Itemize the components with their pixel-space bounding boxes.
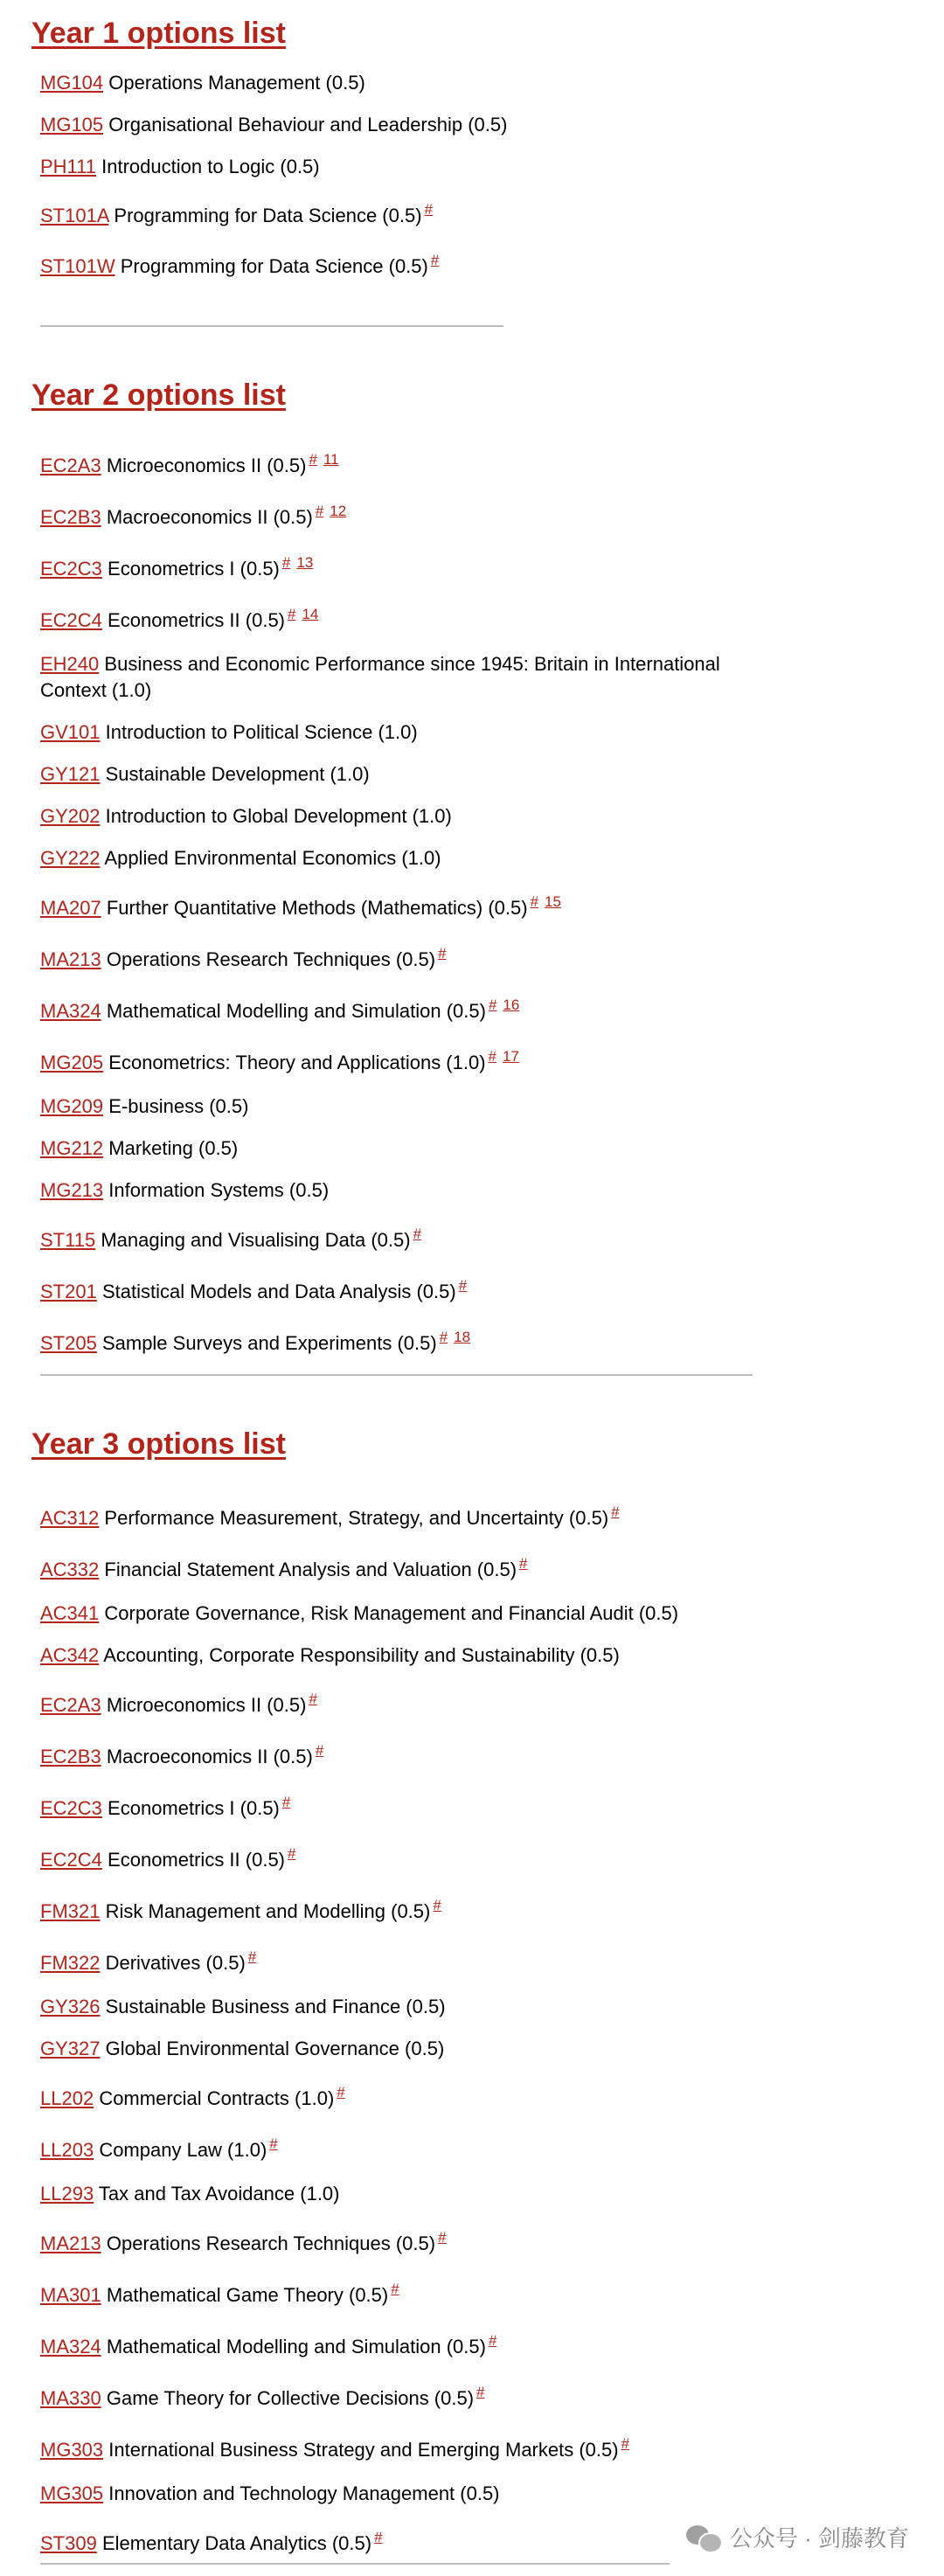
footnote-link[interactable]: 11 (323, 451, 339, 468)
footnote-link[interactable]: # (391, 2281, 399, 2297)
course-item (40, 1094, 757, 1120)
course-title: Marketing (0.5) (108, 1137, 239, 1159)
watermark-text: 公众号 · 剑藤教育 (729, 2525, 909, 2552)
footnote-link[interactable]: 12 (330, 503, 347, 519)
course-list (31, 70, 507, 281)
course-code-link[interactable]: EC2C4 (40, 1849, 102, 1871)
course-item (40, 1505, 678, 1533)
course-item (40, 1950, 678, 1978)
course-code-link[interactable]: ST201 (40, 1281, 97, 1302)
footnote-link[interactable]: 16 (503, 996, 520, 1013)
course-item (40, 504, 757, 532)
section-heading[interactable]: Year 2 options list (31, 378, 286, 412)
watermark (686, 2521, 909, 2553)
course-title: Information Systems (0.5) (108, 1179, 330, 1201)
course-code-link[interactable]: MA301 (40, 2284, 101, 2306)
course-code-link[interactable]: MG305 (40, 2482, 104, 2504)
course-item (40, 1744, 678, 1772)
course-code-link[interactable]: MG209 (40, 1095, 104, 1117)
course-title: Sustainable Business and Finance (0.5) (105, 1996, 446, 2017)
footnote-link[interactable]: # (309, 451, 317, 468)
course-item (40, 154, 507, 180)
course-code-link[interactable]: FM322 (40, 1952, 101, 1974)
footnote-link[interactable]: # (281, 554, 291, 571)
footnote-link[interactable]: # (269, 2135, 278, 2152)
footnote-link[interactable]: # (315, 503, 324, 519)
course-item (40, 608, 757, 635)
course-title: Introduction to Political Science (1.0) (105, 721, 418, 743)
footnote-link[interactable]: 17 (503, 1048, 519, 1065)
footnote-link[interactable]: # (374, 2529, 383, 2545)
course-item (40, 2181, 678, 2207)
course-code-link[interactable]: ST101A (40, 205, 109, 226)
course-item (40, 1847, 678, 1875)
footnote-link[interactable]: # (424, 201, 434, 218)
course-title: Derivatives (0.5) (105, 1952, 246, 1974)
course-item (40, 1557, 678, 1585)
course-title: Programming for Data Science (0.5) (120, 255, 428, 277)
footnote-link[interactable]: # (281, 1794, 291, 1810)
course-item (40, 1177, 757, 1204)
course-item (40, 203, 507, 231)
course-code-link[interactable]: LL203 (40, 2139, 94, 2161)
course-title: Commercial Contracts (1.0) (99, 2087, 335, 2109)
course-title: Company Law (1.0) (99, 2139, 267, 2161)
course-title: Innovation and Technology Management (0.5) (108, 2482, 500, 2504)
course-item (40, 2282, 678, 2310)
course-code-link[interactable]: EC2B3 (40, 506, 101, 528)
course-title: Mathematical Modelling and Simulation (0.5) (106, 2336, 486, 2357)
course-list (31, 453, 757, 1358)
course-item (40, 2334, 678, 2362)
footnote-link[interactable]: # (488, 2332, 497, 2349)
footnote-link[interactable]: 13 (296, 554, 314, 571)
course-code-link[interactable]: ST115 (40, 1229, 96, 1251)
course-title: International Business Strategy and Emerging Markets (0.5) (108, 2439, 619, 2461)
footnote-link[interactable]: # (621, 2435, 630, 2452)
section-divider (40, 325, 503, 327)
course-title: Macroeconomics II (0.5) (106, 506, 313, 528)
course-title: Programming for Data Science (0.5) (114, 205, 422, 226)
course-code-link[interactable]: EC2A3 (40, 455, 101, 476)
course-code-link[interactable]: LL202 (40, 2087, 94, 2109)
course-title: Financial Statement Analysis and Valuation (0.5) (104, 1559, 517, 1580)
footnote-link[interactable]: # (247, 1948, 257, 1965)
footnote-link[interactable]: # (458, 1277, 468, 1294)
course-code-link[interactable]: AC332 (40, 1559, 100, 1580)
course-code-link[interactable]: EC2C3 (40, 1797, 102, 1819)
course-title: Sample Surveys and Experiments (0.5) (101, 1332, 437, 1354)
course-item (40, 2437, 678, 2465)
course-item (40, 1050, 757, 1078)
footnote-link[interactable]: # (309, 1691, 317, 1707)
course-code-link[interactable]: LL293 (40, 2183, 94, 2205)
course-code-link[interactable]: MG105 (40, 114, 104, 135)
course-code-link[interactable]: MG104 (40, 72, 104, 94)
course-item (40, 947, 757, 975)
footnote-link[interactable]: 15 (545, 893, 561, 910)
course-code-link[interactable]: EC2C3 (40, 558, 102, 580)
course-code-link[interactable]: EC2A3 (40, 1694, 101, 1716)
course-list (31, 1505, 678, 2559)
course-title: Organisational Behaviour and Leadership (0.5) (108, 114, 508, 135)
course-title: Macroeconomics II (0.5) (106, 1746, 313, 1767)
wechat-icon (686, 2524, 721, 2552)
footnote-link[interactable]: # (315, 1742, 324, 1759)
course-title: Econometrics I (0.5) (108, 558, 280, 580)
course-code-link[interactable]: GV101 (40, 721, 101, 743)
course-code-link[interactable]: AC342 (40, 1644, 100, 1666)
course-item (40, 253, 507, 281)
footnote-link[interactable]: # (438, 2229, 447, 2246)
course-code-link[interactable]: ST205 (40, 1332, 97, 1354)
course-code-link[interactable]: GY222 (40, 847, 101, 869)
course-title: Corporate Governance, Risk Management and Financial Audit (0.5) (104, 1602, 679, 1624)
footnote-link[interactable]: # (488, 996, 497, 1013)
section-divider (40, 2563, 670, 2565)
course-item (40, 2231, 678, 2259)
course-title: Microeconomics II (0.5) (106, 455, 307, 476)
course-code-link[interactable]: GY327 (40, 2038, 101, 2059)
footnote-link[interactable]: # (476, 2384, 485, 2400)
course-item (40, 998, 757, 1026)
course-item (40, 1994, 678, 2020)
footnote-link[interactable]: # (433, 1897, 441, 1913)
course-code-link[interactable]: MA207 (40, 897, 101, 919)
footnote-link[interactable]: # (438, 945, 447, 962)
section-year-3 (31, 1427, 678, 2559)
course-title: Business and Economic Performance since 1945: Britain in International Context (1.0) (40, 653, 720, 701)
course-item (40, 895, 757, 923)
course-title: Econometrics I (0.5) (108, 1797, 280, 1819)
course-code-link[interactable]: AC312 (40, 1507, 100, 1529)
course-item (40, 719, 757, 746)
course-title: Further Quantitative Methods (Mathematics) (0.5) (106, 897, 528, 919)
course-code-link[interactable]: EH240 (40, 653, 100, 675)
course-code-link[interactable]: MA324 (40, 1000, 101, 1022)
course-item (40, 2481, 678, 2507)
course-code-link[interactable]: GY202 (40, 805, 101, 827)
course-item (40, 2036, 678, 2062)
course-title: Microeconomics II (0.5) (106, 1694, 307, 1716)
course-item (40, 651, 757, 704)
course-code-link[interactable]: EC2C4 (40, 609, 102, 631)
course-code-link[interactable]: MG205 (40, 1052, 104, 1073)
course-code-link[interactable]: MG303 (40, 2439, 104, 2461)
course-code-link[interactable]: GY121 (40, 763, 101, 785)
course-title: Risk Management and Modelling (0.5) (105, 1900, 431, 1922)
course-code-link[interactable]: ST101W (40, 255, 115, 277)
footnote-link[interactable]: # (337, 2084, 345, 2100)
footnote-link[interactable]: # (430, 252, 440, 268)
course-code-link[interactable]: MA213 (40, 948, 101, 970)
course-item (40, 112, 507, 138)
section-heading[interactable]: Year 3 options list (31, 1427, 286, 1461)
course-item (40, 803, 757, 830)
course-title: Sustainable Development (1.0) (105, 763, 370, 785)
footnote-link[interactable]: # (413, 1226, 422, 1242)
footnote-link[interactable]: # (519, 1555, 528, 1572)
course-item (40, 845, 757, 871)
course-item (40, 1227, 757, 1255)
course-title: Tax and Tax Avoidance (1.0) (98, 2183, 340, 2205)
course-item (40, 2531, 678, 2559)
course-item (40, 1692, 678, 1720)
course-title: Game Theory for Collective Decisions (0.5) (106, 2387, 475, 2409)
footnote-link[interactable]: # (488, 1048, 497, 1065)
course-code-link[interactable]: AC341 (40, 1602, 100, 1624)
course-item (40, 1600, 678, 1627)
course-code-link[interactable]: FM321 (40, 1900, 101, 1922)
course-code-link[interactable]: MA330 (40, 2387, 101, 2409)
course-code-link[interactable]: MG213 (40, 1179, 104, 1201)
course-title: Global Environmental Governance (0.5) (105, 2038, 445, 2059)
course-item (40, 2137, 678, 2165)
course-title: Operations Research Techniques (0.5) (106, 948, 436, 970)
course-title: Statistical Models and Data Analysis (0.5) (101, 1281, 456, 1302)
footnote-link[interactable]: # (288, 606, 296, 622)
course-code-link[interactable]: MG212 (40, 1137, 104, 1159)
course-title: Accounting, Corporate Responsibility and Sustainability (0.5) (103, 1644, 620, 1666)
course-title: Introduction to Logic (0.5) (101, 156, 320, 177)
course-code-link[interactable]: MA324 (40, 2336, 101, 2357)
course-title: Mathematical Game Theory (0.5) (106, 2284, 389, 2306)
course-title: Managing and Visualising Data (0.5) (101, 1229, 411, 1251)
section-divider (40, 1374, 753, 1376)
course-item (40, 761, 757, 788)
course-item (40, 2086, 678, 2114)
course-code-link[interactable]: ST309 (40, 2532, 97, 2554)
course-title: Performance Measurement, Strategy, and Uncertainty (0.5) (104, 1507, 609, 1529)
course-item (40, 556, 757, 584)
course-title: Econometrics: Theory and Applications (1.0) (108, 1052, 486, 1073)
course-title: Operations Management (0.5) (108, 72, 365, 94)
course-title: Econometrics II (0.5) (108, 609, 285, 631)
course-code-link[interactable]: PH111 (40, 156, 97, 177)
course-item (40, 2385, 678, 2413)
footnote-link[interactable]: 14 (302, 606, 319, 622)
footnote-link[interactable]: # (530, 893, 539, 910)
course-title: Operations Research Techniques (0.5) (106, 2232, 436, 2254)
course-title: Mathematical Modelling and Simulation (0.5) (106, 1000, 486, 1022)
course-item (40, 1795, 678, 1823)
course-title: Introduction to Global Development (1.0) (105, 805, 452, 827)
course-code-link[interactable]: EC2B3 (40, 1746, 101, 1767)
section-year-2 (31, 378, 757, 1358)
course-code-link[interactable]: GY326 (40, 1996, 101, 2017)
course-item (40, 1135, 757, 1162)
course-title: Elementary Data Analytics (0.5) (101, 2532, 372, 2554)
course-item (40, 453, 757, 481)
course-item (40, 1330, 757, 1358)
footnote-link[interactable]: # (439, 1329, 448, 1345)
course-code-link[interactable]: MA213 (40, 2232, 101, 2254)
course-item (40, 70, 507, 96)
course-item (40, 1899, 678, 1927)
course-title: Econometrics II (0.5) (108, 1849, 285, 1871)
course-title: Applied Environmental Economics (1.0) (104, 847, 441, 869)
footnote-link[interactable]: # (288, 1845, 296, 1862)
footnote-link[interactable]: 18 (454, 1329, 471, 1345)
course-title: E-business (0.5) (108, 1095, 249, 1117)
section-year-1 (31, 16, 507, 281)
course-item (40, 1642, 678, 1669)
section-heading[interactable]: Year 1 options list (31, 17, 286, 50)
course-item (40, 1279, 757, 1307)
footnote-link[interactable]: # (611, 1503, 620, 1520)
